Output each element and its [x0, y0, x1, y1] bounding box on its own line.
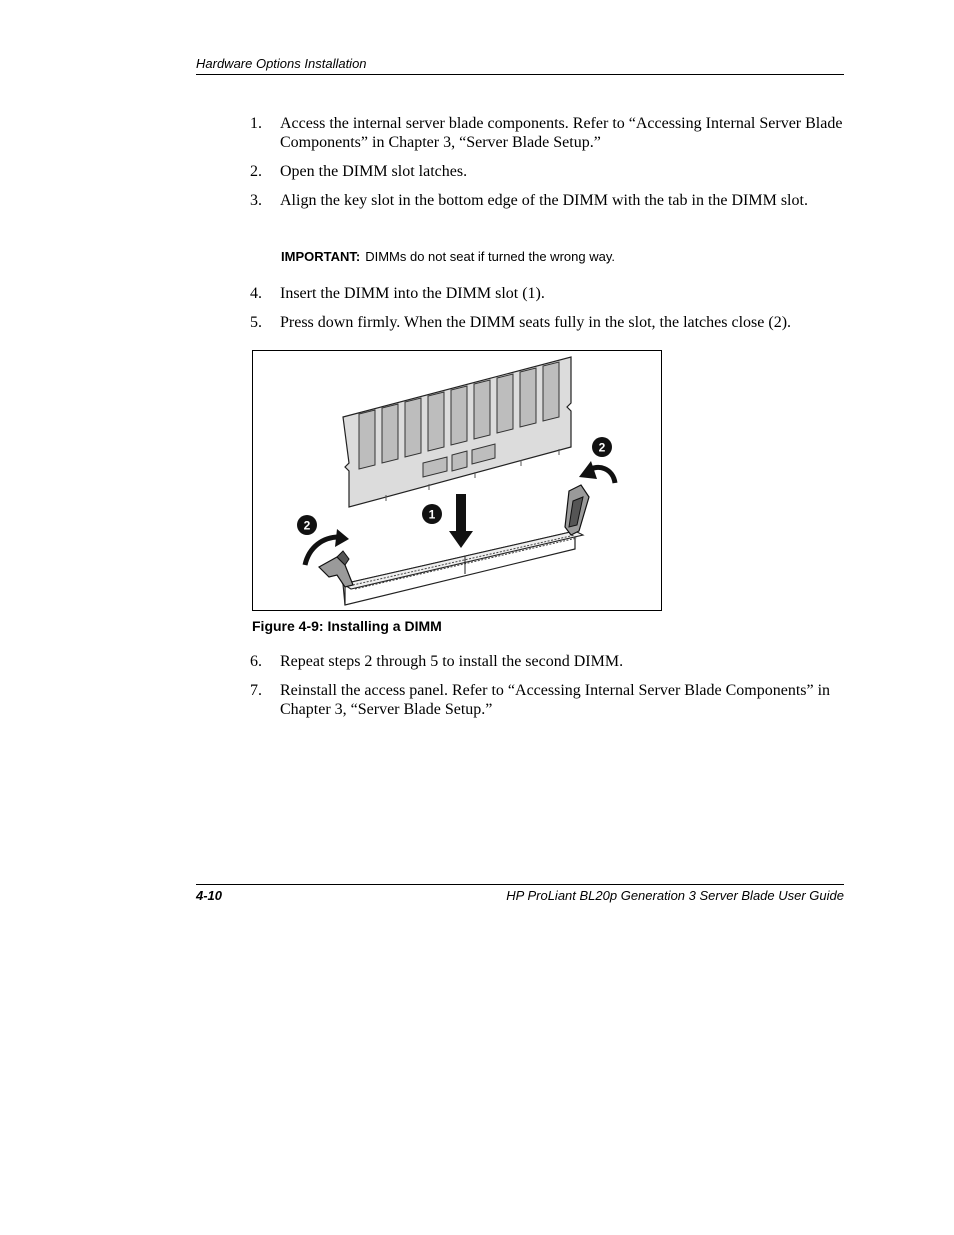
step-number: 5. [250, 314, 262, 331]
important-text: DIMMs do not seat if turned the wrong way. [365, 249, 615, 264]
list-item [250, 284, 850, 303]
step-text: Access the internal server blade components. Refer to “Accessing Internal Server Blade Components” in Chapter 3, “Server Blade Setup.” [280, 115, 843, 151]
step-number: 3. [250, 192, 262, 209]
list-item [250, 162, 850, 181]
figure-dimm-installation [252, 350, 662, 611]
step-number: 2. [250, 163, 262, 180]
step-text: Insert the DIMM into the DIMM slot (1). [280, 285, 545, 302]
callout-latch-right [592, 437, 612, 457]
callout-latch-left-label: 2 [303, 518, 311, 533]
step-text: Press down firmly. When the DIMM seats fully in the slot, the latches close (2). [280, 314, 792, 331]
step-number: 6. [250, 653, 262, 670]
callout-insert [422, 504, 442, 524]
list-item [250, 652, 850, 671]
dimm-module [343, 357, 571, 507]
running-footer [196, 884, 844, 903]
callout-latch-right-label: 2 [598, 440, 606, 455]
insert-down-arrow [449, 494, 473, 548]
step-text: Reinstall the access panel. Refer to “Accessing Internal Server Blade Components” in Chapter 3, “Server Blade Setup.” [280, 682, 831, 718]
list-item [250, 313, 850, 332]
list-item [250, 114, 850, 152]
list-item [250, 681, 850, 719]
right-latch [565, 485, 589, 535]
dimm-illustration [253, 351, 663, 612]
callout-latch-left [297, 515, 317, 535]
step-text: Open the DIMM slot latches. [280, 163, 468, 180]
important-note [281, 249, 615, 264]
steps-list-part3 [250, 652, 850, 719]
step-number: 1. [250, 115, 262, 132]
step-number: 4. [250, 285, 262, 302]
left-latch [319, 551, 353, 587]
page-number: 4-10 [196, 888, 223, 903]
step-text: Align the key slot in the bottom edge of the DIMM with the tab in the DIMM slot. [280, 192, 808, 209]
steps-list-part2 [250, 284, 850, 332]
step-text: Repeat steps 2 through 5 to install the second DIMM. [280, 653, 624, 670]
step-number: 7. [250, 682, 262, 699]
right-latch-rotation-arrow [579, 461, 615, 483]
figure-caption: Figure 4-9: Installing a DIMM [252, 618, 442, 634]
list-item [250, 191, 850, 210]
guide-title: HP ProLiant BL20p Generation 3 Server Blade User Guide [506, 888, 844, 903]
running-header [196, 56, 844, 75]
callout-insert-label: 1 [428, 507, 436, 522]
section-title: Hardware Options Installation [196, 56, 367, 71]
important-label: IMPORTANT: [281, 249, 361, 264]
steps-list-part1 [250, 114, 850, 210]
